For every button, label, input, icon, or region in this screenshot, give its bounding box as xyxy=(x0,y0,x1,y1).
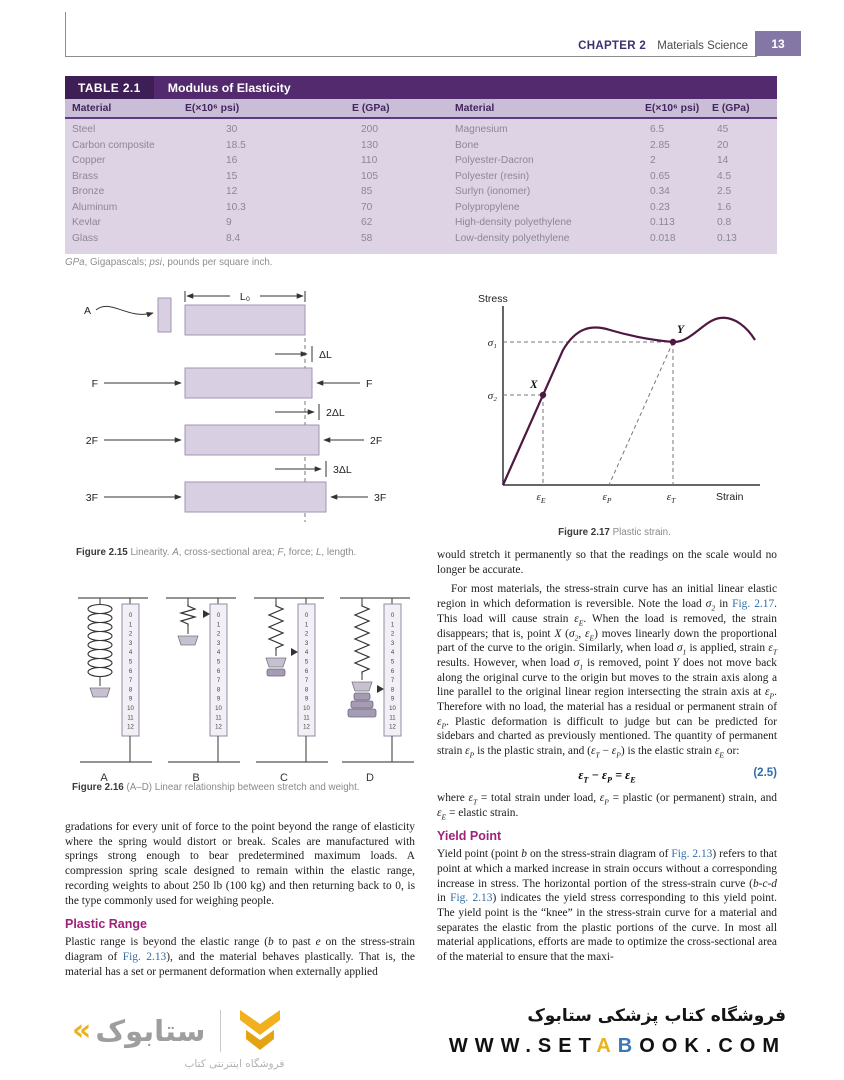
table-cell: 62 xyxy=(361,217,373,229)
footer-url[interactable]: WWW.SETABOOK.COM xyxy=(448,1035,786,1057)
svg-text:7: 7 xyxy=(216,678,221,685)
sigma1-label: σ₁ xyxy=(487,337,497,349)
svg-text:5: 5 xyxy=(304,659,309,666)
figure-2-16-caption-text: (A–D) Linear relationship between stretch and weight. xyxy=(123,782,360,793)
svg-text:12: 12 xyxy=(127,724,134,731)
svg-text:10: 10 xyxy=(127,706,134,712)
svg-text:3: 3 xyxy=(128,640,133,647)
force-F-left-label: F xyxy=(91,378,98,390)
table-column-header: Material xyxy=(455,102,495,114)
spring-scale-A xyxy=(78,598,152,784)
strain-axis-label: Strain xyxy=(716,491,744,503)
table-cell: Kevlar xyxy=(72,217,101,229)
svg-text:7: 7 xyxy=(304,678,309,685)
unit-D-label: D xyxy=(366,772,374,784)
cross-section-slab xyxy=(158,298,171,332)
svg-text:10: 10 xyxy=(215,706,222,712)
svg-text:9: 9 xyxy=(390,696,395,703)
svg-text:4: 4 xyxy=(216,650,221,657)
table-cell: Low-density polyethylene xyxy=(455,232,570,244)
svg-text:6: 6 xyxy=(216,668,221,675)
svg-text:4: 4 xyxy=(128,650,133,657)
spring-scale-D xyxy=(340,598,414,784)
svg-text:9: 9 xyxy=(128,696,133,703)
svg-text:0: 0 xyxy=(390,613,395,619)
svg-text:3: 3 xyxy=(216,640,221,647)
table-cell: Polypropylene xyxy=(455,201,520,213)
table-body xyxy=(65,119,777,254)
paragraph: Yield point (point b on the stress-strain diagram of Fig. 2.13) refers to that point at which a marked increase in strain occurs without a corresponding increase in stress. The horizontal portion of the stress-strain curve (b-c-d in Fig. 2.13) indicates the yield stress corresponding to this yield point. The yield point is the “knee” in the stress-strain curve for a material and separates the elastic from the plastic portions of the curve. In most all material applications, efforts are made to optimize the cross-sectional area of the material to ensure that the maxi- xyxy=(437,848,777,964)
length-L0-label: L₀ xyxy=(239,291,251,303)
sigma2-label: σ₂ xyxy=(487,390,497,402)
figure-2-15-caption xyxy=(76,547,414,560)
table-cell: Bone xyxy=(455,139,479,151)
svg-text:2: 2 xyxy=(304,631,309,638)
force-3F-right-label: 3F xyxy=(374,492,387,504)
figure-reference-link[interactable]: Fig. 2.13 xyxy=(450,892,493,905)
svg-text:5: 5 xyxy=(390,659,395,666)
table-cell: Magnesium xyxy=(455,124,508,136)
table-title-bar xyxy=(65,76,777,99)
table-cell: 9 xyxy=(226,217,232,229)
figure-2-16-spring-scales xyxy=(70,590,415,790)
table-row xyxy=(65,200,777,216)
svg-text:10: 10 xyxy=(303,706,310,712)
delta-L-label: ΔL xyxy=(319,349,332,361)
table-label: TABLE 2.1 xyxy=(65,76,154,99)
unit-A-label: A xyxy=(100,772,108,784)
table-modulus-of-elasticity xyxy=(65,76,777,254)
table-cell: 6.5 xyxy=(650,124,665,136)
table-cell: 0.13 xyxy=(717,232,737,244)
table-column-header: E (GPa) xyxy=(712,102,750,114)
figure-reference-link[interactable]: Fig. 2.17 xyxy=(732,598,775,611)
table-title: Modulus of Elasticity xyxy=(167,80,291,95)
table-cell: 8.4 xyxy=(226,232,241,244)
brand-chevrons-icon: « xyxy=(72,1013,92,1048)
table-cell: 4.5 xyxy=(717,170,732,182)
svg-text:7: 7 xyxy=(128,678,133,685)
spring-scale-B xyxy=(166,598,240,784)
svg-text:8: 8 xyxy=(390,687,395,694)
table-cell: Aluminum xyxy=(72,201,118,213)
svg-text:4: 4 xyxy=(304,650,309,657)
header-vertical-rule xyxy=(65,12,66,56)
svg-text:12: 12 xyxy=(303,724,310,731)
table-row xyxy=(65,184,777,200)
equation-body: $\varepsilon_T - \varepsilon_P = \varepsilon_E$ xyxy=(578,767,636,785)
svg-text:12: 12 xyxy=(215,724,222,731)
table-column-header: E(×10⁶ psi) xyxy=(645,102,700,114)
running-head xyxy=(578,40,748,52)
table-cell: 30 xyxy=(226,124,238,136)
svg-text:1: 1 xyxy=(216,622,221,629)
table-cell: 12 xyxy=(226,186,238,198)
point-X-label: X xyxy=(530,379,538,391)
table-cell: 1.6 xyxy=(717,201,732,213)
table-row xyxy=(65,138,777,154)
table-cell: Polyester-Dacron xyxy=(455,155,534,167)
svg-text:1: 1 xyxy=(390,622,395,629)
figure-2-17-stress-strain-plot xyxy=(458,290,773,520)
force-3F-left-label: 3F xyxy=(85,492,98,504)
figure-2-17-caption xyxy=(462,527,767,540)
svg-text:0: 0 xyxy=(304,613,309,619)
svg-text:3: 3 xyxy=(304,640,309,647)
table-cell: 2 xyxy=(650,155,656,167)
svg-text:8: 8 xyxy=(216,687,221,694)
svg-text:11: 11 xyxy=(127,715,134,722)
stress-axis-label: Stress xyxy=(478,293,508,305)
figure-reference-link[interactable]: Fig. 2.13 xyxy=(671,848,713,861)
svg-text:7: 7 xyxy=(390,678,395,685)
figure-2-15-caption-text: Linearity. A, cross-sectional area; F, force; L, length. xyxy=(127,547,357,558)
footer-site-block xyxy=(449,1006,786,1058)
table-cell: 105 xyxy=(361,170,378,182)
table-cell: 10.3 xyxy=(226,201,246,213)
point-X-marker xyxy=(540,392,546,398)
epsilon-E-tick-label: $\varepsilon_E$ xyxy=(536,491,546,505)
svg-text:8: 8 xyxy=(128,687,133,694)
table-cell: 70 xyxy=(361,201,373,213)
table-cell: Glass xyxy=(72,232,99,244)
svg-text:6: 6 xyxy=(304,668,309,675)
force-F-right-label: F xyxy=(366,378,373,390)
table-footnote: GPa, Gigapascals; psi, pounds per square inch. xyxy=(65,257,273,268)
table-column-header: Material xyxy=(72,102,112,114)
svg-text:0: 0 xyxy=(128,613,133,619)
bar-load-2F xyxy=(185,425,319,455)
equation-number: (2.5) xyxy=(753,766,777,779)
figure-2-16-caption xyxy=(72,782,416,795)
table-cell: 15 xyxy=(226,170,238,182)
heading-plastic-range: Plastic Range xyxy=(65,917,147,932)
footer xyxy=(0,1000,844,1080)
table-cell: 0.018 xyxy=(650,232,676,244)
table-row xyxy=(65,215,777,231)
epsilon-P-tick-label: $\varepsilon_P$ xyxy=(602,491,612,505)
header-rule xyxy=(65,56,757,57)
table-cell: Steel xyxy=(72,124,96,136)
unit-B-label: B xyxy=(192,772,200,784)
figure-reference-link[interactable]: Fig. 2.13 xyxy=(122,950,167,963)
footer-tagline: فروشگاه کتاب پزشکی ستابوک xyxy=(527,1006,786,1026)
table-cell: 85 xyxy=(361,186,373,198)
figure-2-15-linearity-diagram xyxy=(70,290,415,532)
table-cell: Carbon composite xyxy=(72,139,155,151)
table-cell: 45 xyxy=(717,124,729,136)
brand-subtitle: فروشگاه اینترنتی کتاب xyxy=(184,1058,285,1070)
table-cell: 14 xyxy=(717,155,729,167)
figure-2-17-caption-text: Plastic strain. xyxy=(609,527,671,538)
point-Y-marker xyxy=(670,339,676,345)
force-2F-right-label: 2F xyxy=(370,435,383,447)
figure-2-16-caption-label: Figure 2.16 xyxy=(72,782,124,793)
force-2F-left-label: 2F xyxy=(85,435,98,447)
equation-2-5 xyxy=(437,766,777,784)
table-row xyxy=(65,122,777,138)
table-cell: 0.23 xyxy=(650,201,670,213)
table-cell: 18.5 xyxy=(226,139,246,151)
table-row xyxy=(65,153,777,169)
epsilon-T-tick-label: $\varepsilon_T$ xyxy=(666,491,676,505)
three-delta-L-label: 3ΔL xyxy=(333,464,352,476)
brand-name: ستابوک xyxy=(95,1013,206,1048)
area-label: A xyxy=(84,305,92,317)
point-Y-label: Y xyxy=(677,324,685,336)
unit-C-label: C xyxy=(280,772,288,784)
paragraph: Plastic range is beyond the elastic range (b to past e on the stress-strain diagram of Fig. 2.13), and the material behaves plastically. That is, the material has a set or permanent deformation when externally applied xyxy=(65,936,415,978)
paragraph: would stretch it permanently so that the readings on the scale would no longer be accurate. xyxy=(437,549,777,576)
heading-yield-point: Yield Point xyxy=(437,829,502,844)
table-column-header: E(×10⁶ psi) xyxy=(185,102,240,114)
svg-text:5: 5 xyxy=(128,659,133,666)
svg-text:2: 2 xyxy=(390,631,395,638)
table-cell: 58 xyxy=(361,232,373,244)
stress-strain-curve xyxy=(503,318,755,485)
table-cell: 0.8 xyxy=(717,217,732,229)
svg-text:5: 5 xyxy=(216,659,221,666)
table-cell: Copper xyxy=(72,155,106,167)
two-delta-L-label: 2ΔL xyxy=(326,407,345,419)
svg-text:2: 2 xyxy=(128,631,133,638)
svg-text:9: 9 xyxy=(216,696,221,703)
svg-text:6: 6 xyxy=(390,668,395,675)
table-header-row xyxy=(65,99,777,119)
figure-2-15-caption-label: Figure 2.15 xyxy=(76,547,128,558)
svg-text:8: 8 xyxy=(304,687,309,694)
paragraph: gradations for every unit of force to the point beyond the range of elasticity where the spring would distort or break. Scales are manufactured with springs strong enough to bear predetermined maximum loads. A compression spring scale designed to remain within the elastic range, recording weights to about 250 lb (100 kg) and then returning back to 0, is the type commonly used for weighing people. xyxy=(65,821,415,907)
svg-text:11: 11 xyxy=(303,715,310,722)
svg-text:12: 12 xyxy=(389,724,396,731)
bar-load-3F xyxy=(185,482,326,512)
table-cell: 0.34 xyxy=(650,186,670,198)
svg-text:11: 11 xyxy=(215,715,222,722)
table-column-header: E (GPa) xyxy=(352,102,390,114)
svg-text:11: 11 xyxy=(389,715,396,722)
spring-scale-C xyxy=(254,598,328,784)
footer-brand-block xyxy=(72,1008,284,1070)
bar-load-F xyxy=(185,368,312,398)
table-cell: 0.65 xyxy=(650,170,670,182)
svg-text:1: 1 xyxy=(128,622,133,629)
svg-text:0: 0 xyxy=(216,613,221,619)
table-cell: 0.113 xyxy=(650,217,675,229)
table-row xyxy=(65,169,777,185)
table-row xyxy=(65,231,777,247)
svg-text:1: 1 xyxy=(304,622,309,629)
svg-text:3: 3 xyxy=(390,640,395,647)
table-cell: 2.85 xyxy=(650,139,670,151)
table-cell: 200 xyxy=(361,124,378,136)
chapter-label: CHAPTER 2 xyxy=(578,40,647,52)
figure-2-17-caption-label: Figure 2.17 xyxy=(558,527,610,538)
svg-text:2: 2 xyxy=(216,631,221,638)
table-cell: 20 xyxy=(717,139,729,151)
table-cell: Brass xyxy=(72,170,99,182)
svg-text:9: 9 xyxy=(304,696,309,703)
svg-text:10: 10 xyxy=(389,706,396,712)
bar-unloaded xyxy=(185,305,305,335)
table-cell: 130 xyxy=(361,139,378,151)
paragraph: For most materials, the stress-strain curve has an initial linear elastic region in which deformation is reversible. Note the load $\sigma_2$ in Fig. 2.17. This load will cause strain $\varepsilon_E$. When the load is removed, the strain disappears; that is, point X ($\sigma_2$, $\varepsilon_E$) moves linearly down the proportional part of the curve to the origin. Similarly, when load $\sigma_1$ is applied, strain $\varepsilon_T$ results. However, when load $\sigma_1$ is removed, point Y does not move back along the original curve to the origin but moves to the strain axis along a line parallel to the original linear region intersecting the strain axis at $\varepsilon_P$. Therefore with no load, the material has a residual or permanent strain of $\varepsilon_P$. Plastic deformation is difficult to judge but can be predicted for sidebars and charted as previously mentioned. The quantity of permanent strain $\varepsilon_P$ is the plastic strain, and $(\varepsilon_T - \varepsilon_P)$ is the elastic strain $\varepsilon_E$ or: xyxy=(437,583,778,760)
table-cell: 110 xyxy=(361,155,378,167)
paragraph: where $\varepsilon_T$ = total strain under load, $\varepsilon_P$ = plastic (or permanent) strain, and $\varepsilon_E$ = elastic strain. xyxy=(437,791,777,821)
svg-text:4: 4 xyxy=(390,650,395,657)
right-text-column xyxy=(437,548,777,970)
svg-text:6: 6 xyxy=(128,668,133,675)
brand-divider xyxy=(220,1010,221,1052)
table-cell: 2.5 xyxy=(717,186,732,198)
table-cell: Bronze xyxy=(72,186,105,198)
chapter-title: Materials Science xyxy=(657,40,748,52)
left-text-column xyxy=(65,820,415,984)
table-cell: Surlyn (ionomer) xyxy=(455,186,531,198)
table-cell: High-density polyethylene xyxy=(455,217,572,229)
setabook-ribbon-logo-icon xyxy=(236,1008,284,1054)
table-cell: Polyester (resin) xyxy=(455,170,530,182)
page-number-badge: 13 xyxy=(755,31,801,56)
table-cell: 16 xyxy=(226,155,238,167)
